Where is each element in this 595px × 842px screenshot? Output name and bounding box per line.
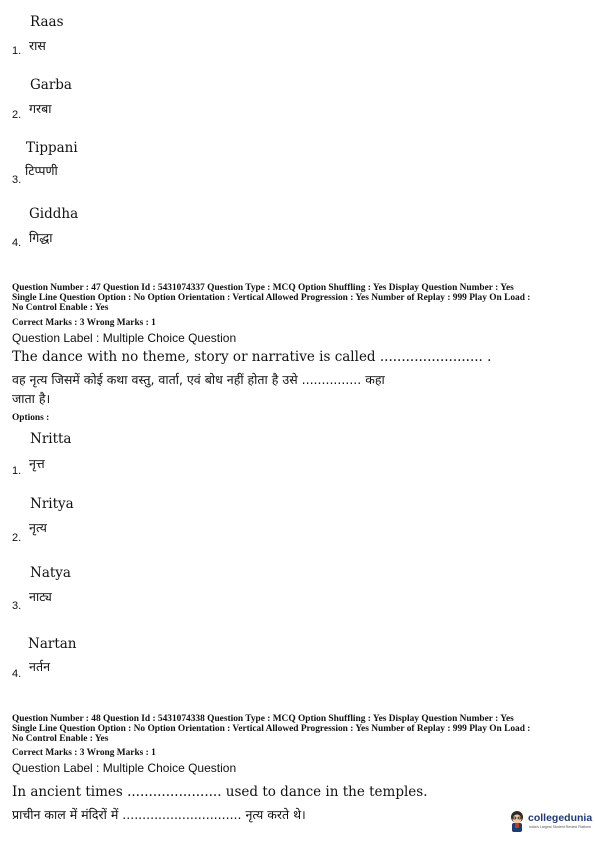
q47-option-2-hindi[interactable]: नृत्य bbox=[29, 520, 47, 535]
q48-meta-line-2: Single Line Question Option : No Option Orientation : Vertical Allowed Progression : Yes Number of Replay : 999 Play On Load : bbox=[12, 724, 531, 734]
q47-meta-line-3: No Control Enable : Yes bbox=[12, 303, 109, 313]
q47-meta-line-1: Question Number : 47 Question Id : 5431074337 Question Type : MCQ Option Shuffling : Yes Display Question Number : Yes bbox=[12, 283, 514, 293]
q47-option-3-english[interactable]: Natya bbox=[30, 565, 71, 581]
q47-option-4-number: 4. bbox=[12, 668, 22, 680]
q47-meta-line-2: Single Line Question Option : No Option Orientation : Vertical Allowed Progression : Yes Number of Replay : 999 Play On Load : bbox=[12, 293, 531, 303]
brand-tagline: India's Largest Student Review Platform bbox=[529, 825, 592, 829]
q47-option-3-number: 3. bbox=[12, 600, 22, 612]
collegedunia-logo bbox=[508, 810, 592, 836]
q47-option-4-hindi[interactable]: नर्तन bbox=[29, 659, 51, 674]
prev-option-4-hindi: गिद्धा bbox=[29, 230, 53, 245]
q47-question-text-hindi-line-1: वह नृत्य जिसमें कोई कथा वस्तु, वार्ता, एवं बोध नहीं होता है उसे ............... कहा bbox=[12, 372, 385, 387]
q48-meta-line-1: Question Number : 48 Question Id : 5431074338 Question Type : MCQ Option Shuffling : Yes Display Question Number : Yes bbox=[12, 714, 514, 724]
q47-option-1-hindi[interactable]: नृत्त bbox=[29, 456, 45, 471]
q47-options-heading: Options : bbox=[12, 413, 50, 423]
brand-name: collegedunia bbox=[528, 812, 593, 824]
prev-option-2-number: 2. bbox=[12, 109, 22, 121]
prev-option-4-english: Giddha bbox=[29, 206, 79, 222]
q48-question-text-english: In ancient times ...................... used to dance in the temples. bbox=[12, 784, 428, 800]
q47-option-2-english[interactable]: Nritya bbox=[30, 496, 74, 512]
prev-option-2-english: Garba bbox=[30, 77, 72, 93]
q47-option-1-number: 1. bbox=[12, 465, 22, 477]
q48-marks: Correct Marks : 3 Wrong Marks : 1 bbox=[12, 748, 156, 758]
q48-meta-line-3: No Control Enable : Yes bbox=[12, 734, 109, 744]
q48-question-label: Question Label : Multiple Choice Question bbox=[12, 761, 237, 775]
prev-option-3-number: 3. bbox=[12, 174, 22, 186]
q47-question-label: Question Label : Multiple Choice Question bbox=[12, 331, 237, 345]
prev-option-2-hindi: गरबा bbox=[29, 101, 52, 116]
prev-option-1-hindi: रास bbox=[29, 38, 46, 53]
prev-option-4-number: 4. bbox=[12, 237, 22, 249]
mascot-icon bbox=[508, 810, 526, 834]
prev-option-3-hindi: टिप्पणी bbox=[25, 163, 58, 178]
prev-option-1-number: 1. bbox=[12, 45, 22, 57]
prev-option-1-english: Raas bbox=[30, 14, 64, 30]
q47-option-1-english[interactable]: Nritta bbox=[30, 431, 72, 447]
q47-option-2-number: 2. bbox=[12, 532, 22, 544]
q47-option-3-hindi[interactable]: नाट्य bbox=[29, 589, 52, 604]
q47-question-text-hindi-line-2: जाता है। bbox=[12, 391, 51, 406]
q47-marks: Correct Marks : 3 Wrong Marks : 1 bbox=[12, 318, 156, 328]
q47-question-text-english: The dance with no theme, story or narrative is called ........................ . bbox=[12, 349, 492, 365]
q47-option-4-english[interactable]: Nartan bbox=[28, 636, 77, 652]
q48-question-text-hindi: प्राचीन काल में मंदिरों में .............................. नृत्य करते थे। bbox=[12, 807, 306, 822]
prev-option-3-english: Tippani bbox=[26, 140, 78, 156]
